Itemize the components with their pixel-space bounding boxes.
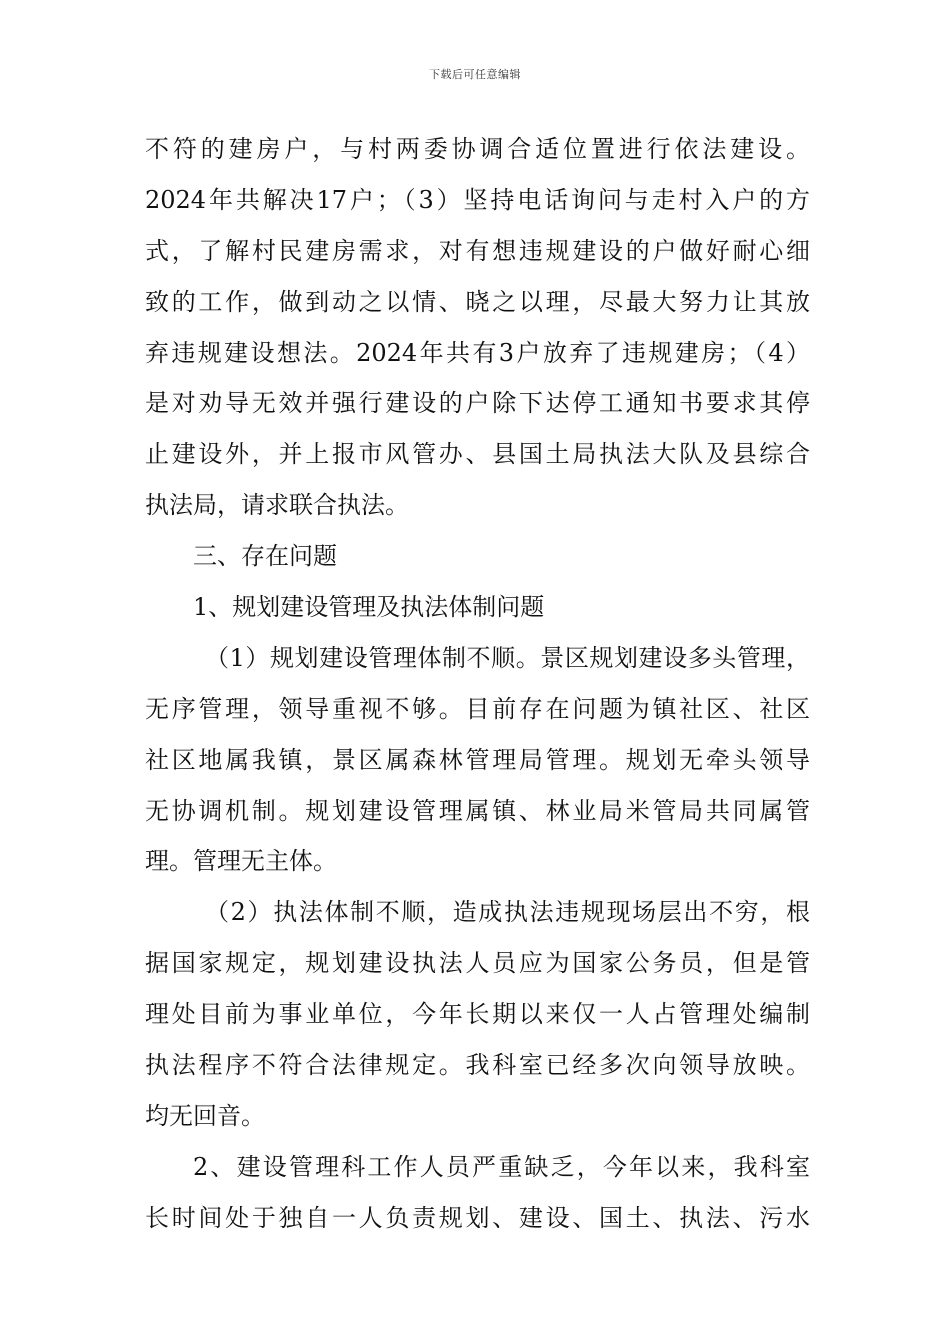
text-line: 止建设外，并上报市风管办、县国土局执法大队及县综合 [145, 440, 810, 469]
text-line: 是对劝导无效并强行建设的户除下达停工通知书要求其停 [145, 389, 810, 418]
text-line: 2024年共解决17户；（3）坚持电话询问与走村入户的方 [145, 185, 810, 214]
text-line: 理。管理无主体。 [145, 847, 337, 876]
subsection-heading: 1、规划建设管理及执法体制问题 [193, 593, 545, 622]
section-heading: 三、存在问题 [193, 542, 337, 571]
document-body [145, 124, 810, 1244]
text-line: 均无回音。 [145, 1101, 265, 1130]
text-line: 式，了解村民建房需求，对有想违规建设的户做好耐心细 [145, 236, 810, 265]
text-line: 执法程序不符合法律规定。我科室已经多次向领导放映。 [145, 1051, 810, 1080]
text-line: 不符的建房户，与村两委协调合适位置进行依法建设。 [145, 135, 810, 163]
text-line: 无协调机制。规划建设管理属镇、林业局米管局共同属管 [145, 796, 810, 825]
text-line: 理处目前为事业单位，今年长期以来仅一人占管理处编制 [145, 1000, 810, 1029]
text-line: （1）规划建设管理体制不顺。景区规划建设多头管理， [205, 643, 810, 672]
text-line: 致的工作，做到动之以情、晓之以理，尽最大努力让其放 [145, 287, 810, 316]
text-line: （2）执法体制不顺，造成执法违规现场层出不穷，根 [205, 898, 810, 927]
text-line: 2、建设管理科工作人员严重缺乏，今年以来，我科室 [193, 1152, 810, 1181]
text-line: 长时间处于独自一人负责规划、建设、国土、执法、污水 [145, 1203, 810, 1232]
text-line: 据国家规定，规划建设执法人员应为国家公务员，但是管 [145, 949, 810, 978]
text-line: 执法局，请求联合执法。 [145, 491, 409, 520]
text-line: 社区地属我镇，景区属森林管理局管理。规划无牵头领导 [145, 745, 810, 774]
text-line: 无序管理，领导重视不够。目前存在问题为镇社区、社区 [145, 694, 810, 723]
page-header: 下载后可任意编辑 [429, 68, 521, 81]
text-line: 弃违规建设想法。2024年共有3户放弃了违规建房；（4） [145, 338, 810, 367]
